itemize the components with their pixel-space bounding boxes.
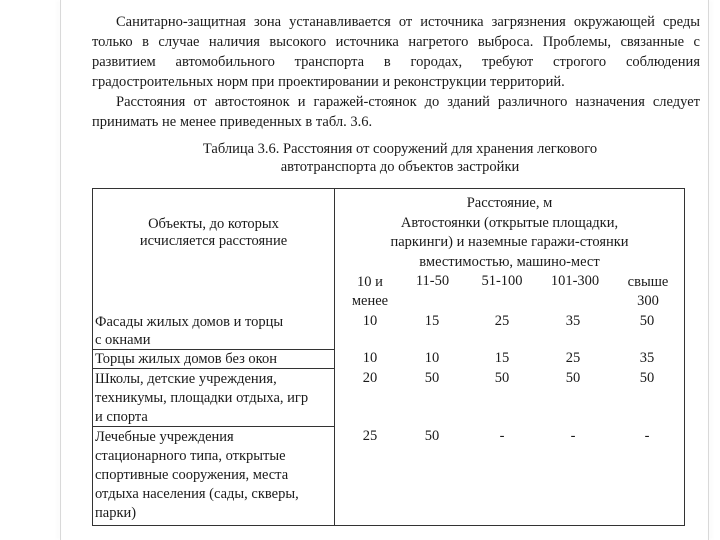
value-cell: 50 [639,370,655,386]
page-left-border [60,0,61,540]
row-object-line: с окнами [95,332,151,348]
value-cell: 50 [639,313,655,329]
objects-header-line-1: Объекты, до которых [148,216,279,232]
value-cell: 35 [565,313,581,329]
row-object-line: техникумы, площадки отдыха, игр [95,390,309,406]
row-object-line: отдыха населения (сады, скверы, [95,486,299,502]
table-caption-line-1: Таблица 3.6. Расстояния от сооружений для хранения легкового [202,141,598,157]
value-cell: 10 [362,313,378,329]
capacity-header-11-50 [405,273,460,290]
value-cell: 15 [494,350,510,366]
value-cell: 10 [362,350,378,366]
capacity-header-line-2: 300 [637,293,659,309]
value-cell: 25 [362,428,378,444]
page-right-border [708,0,709,540]
capacity-header-10-or-less [340,273,400,311]
row-object-line: Школы, детские учреждения, [95,371,277,387]
capacity-header-line-1: 51-100 [481,273,523,289]
table-caption-line-2: автотранспорта до объектов застройки [280,159,520,175]
capacity-header-line-1: свыше [627,274,669,290]
capacity-header-101-300 [540,273,610,290]
capacity-header-over-300 [615,273,681,311]
table-row-schools [95,370,333,427]
objects-header-line-2: исчисляется расстояние [139,233,288,249]
table-row-facades [95,313,333,349]
value-cell: 50 [424,370,440,386]
distance-header-line-1: Расстояние, м [466,195,553,211]
paragraph-sanitary-zone: Санитарно-защитная зона устанавливается от источника загрязнения окружающей среды только в случае наличия высокого источника нагретого выброса. Проблемы, связанные с развитием автомобильного транспорта в городах, требуют строгого соблюдения градостроительных норм при проектировании и реконструкции территорий. [92,14,700,90]
row-object-line: Фасады жилых домов и торцы [95,314,284,330]
value-cell: 20 [362,370,378,386]
table-top-border [92,188,685,189]
value-cell: 50 [565,370,581,386]
row-object-line: Торцы жилых домов без окон [95,351,277,367]
value-cell: 50 [424,428,440,444]
row-object-line: стационарного типа, открытые [95,448,286,464]
table-caption [150,140,650,176]
row-object-line: Лечебные учреждения [95,429,234,445]
value-cell: 10 [424,350,440,366]
value-cell: 35 [639,350,655,366]
table-right-border [684,188,685,526]
table-row-medical [95,428,333,523]
value-cell: - [570,428,576,444]
table-row-blank-ends [95,350,333,368]
value-cell: 25 [494,313,510,329]
distance-header-line-4: вместимостью, машино-мест [419,253,600,270]
distance-header-line-3: паркинги) и наземные гаражи-стоянки [390,234,629,250]
paragraph-distances: Расстояния от автостоянок и гаражей-стоянок до зданий различного назначения следует принимать не менее приведенных в табл. 3.6. [92,94,700,130]
value-cell: 15 [424,313,440,329]
table-row-divider-2 [92,368,334,369]
value-cell: 50 [494,370,510,386]
distance-group-header [335,194,684,272]
capacity-header-line-2: менее [351,293,389,309]
table-bottom-border [92,525,685,526]
capacity-header-line-1: 10 и [357,274,383,290]
objects-column-header [93,216,334,250]
capacity-header-line-1: 101-300 [550,273,600,289]
value-cell: - [644,428,650,444]
capacity-header-51-100 [472,273,532,290]
distance-header-line-2: Автостоянки (открытые площадки, [400,214,619,231]
capacity-header-line-1: 11-50 [415,273,450,289]
value-cell: 25 [565,350,581,366]
row-object-line: спортивные сооружения, места [95,467,289,483]
row-object-line: парки) [95,505,137,521]
row-object-line: и спорта [95,409,148,425]
value-cell: - [499,428,505,444]
